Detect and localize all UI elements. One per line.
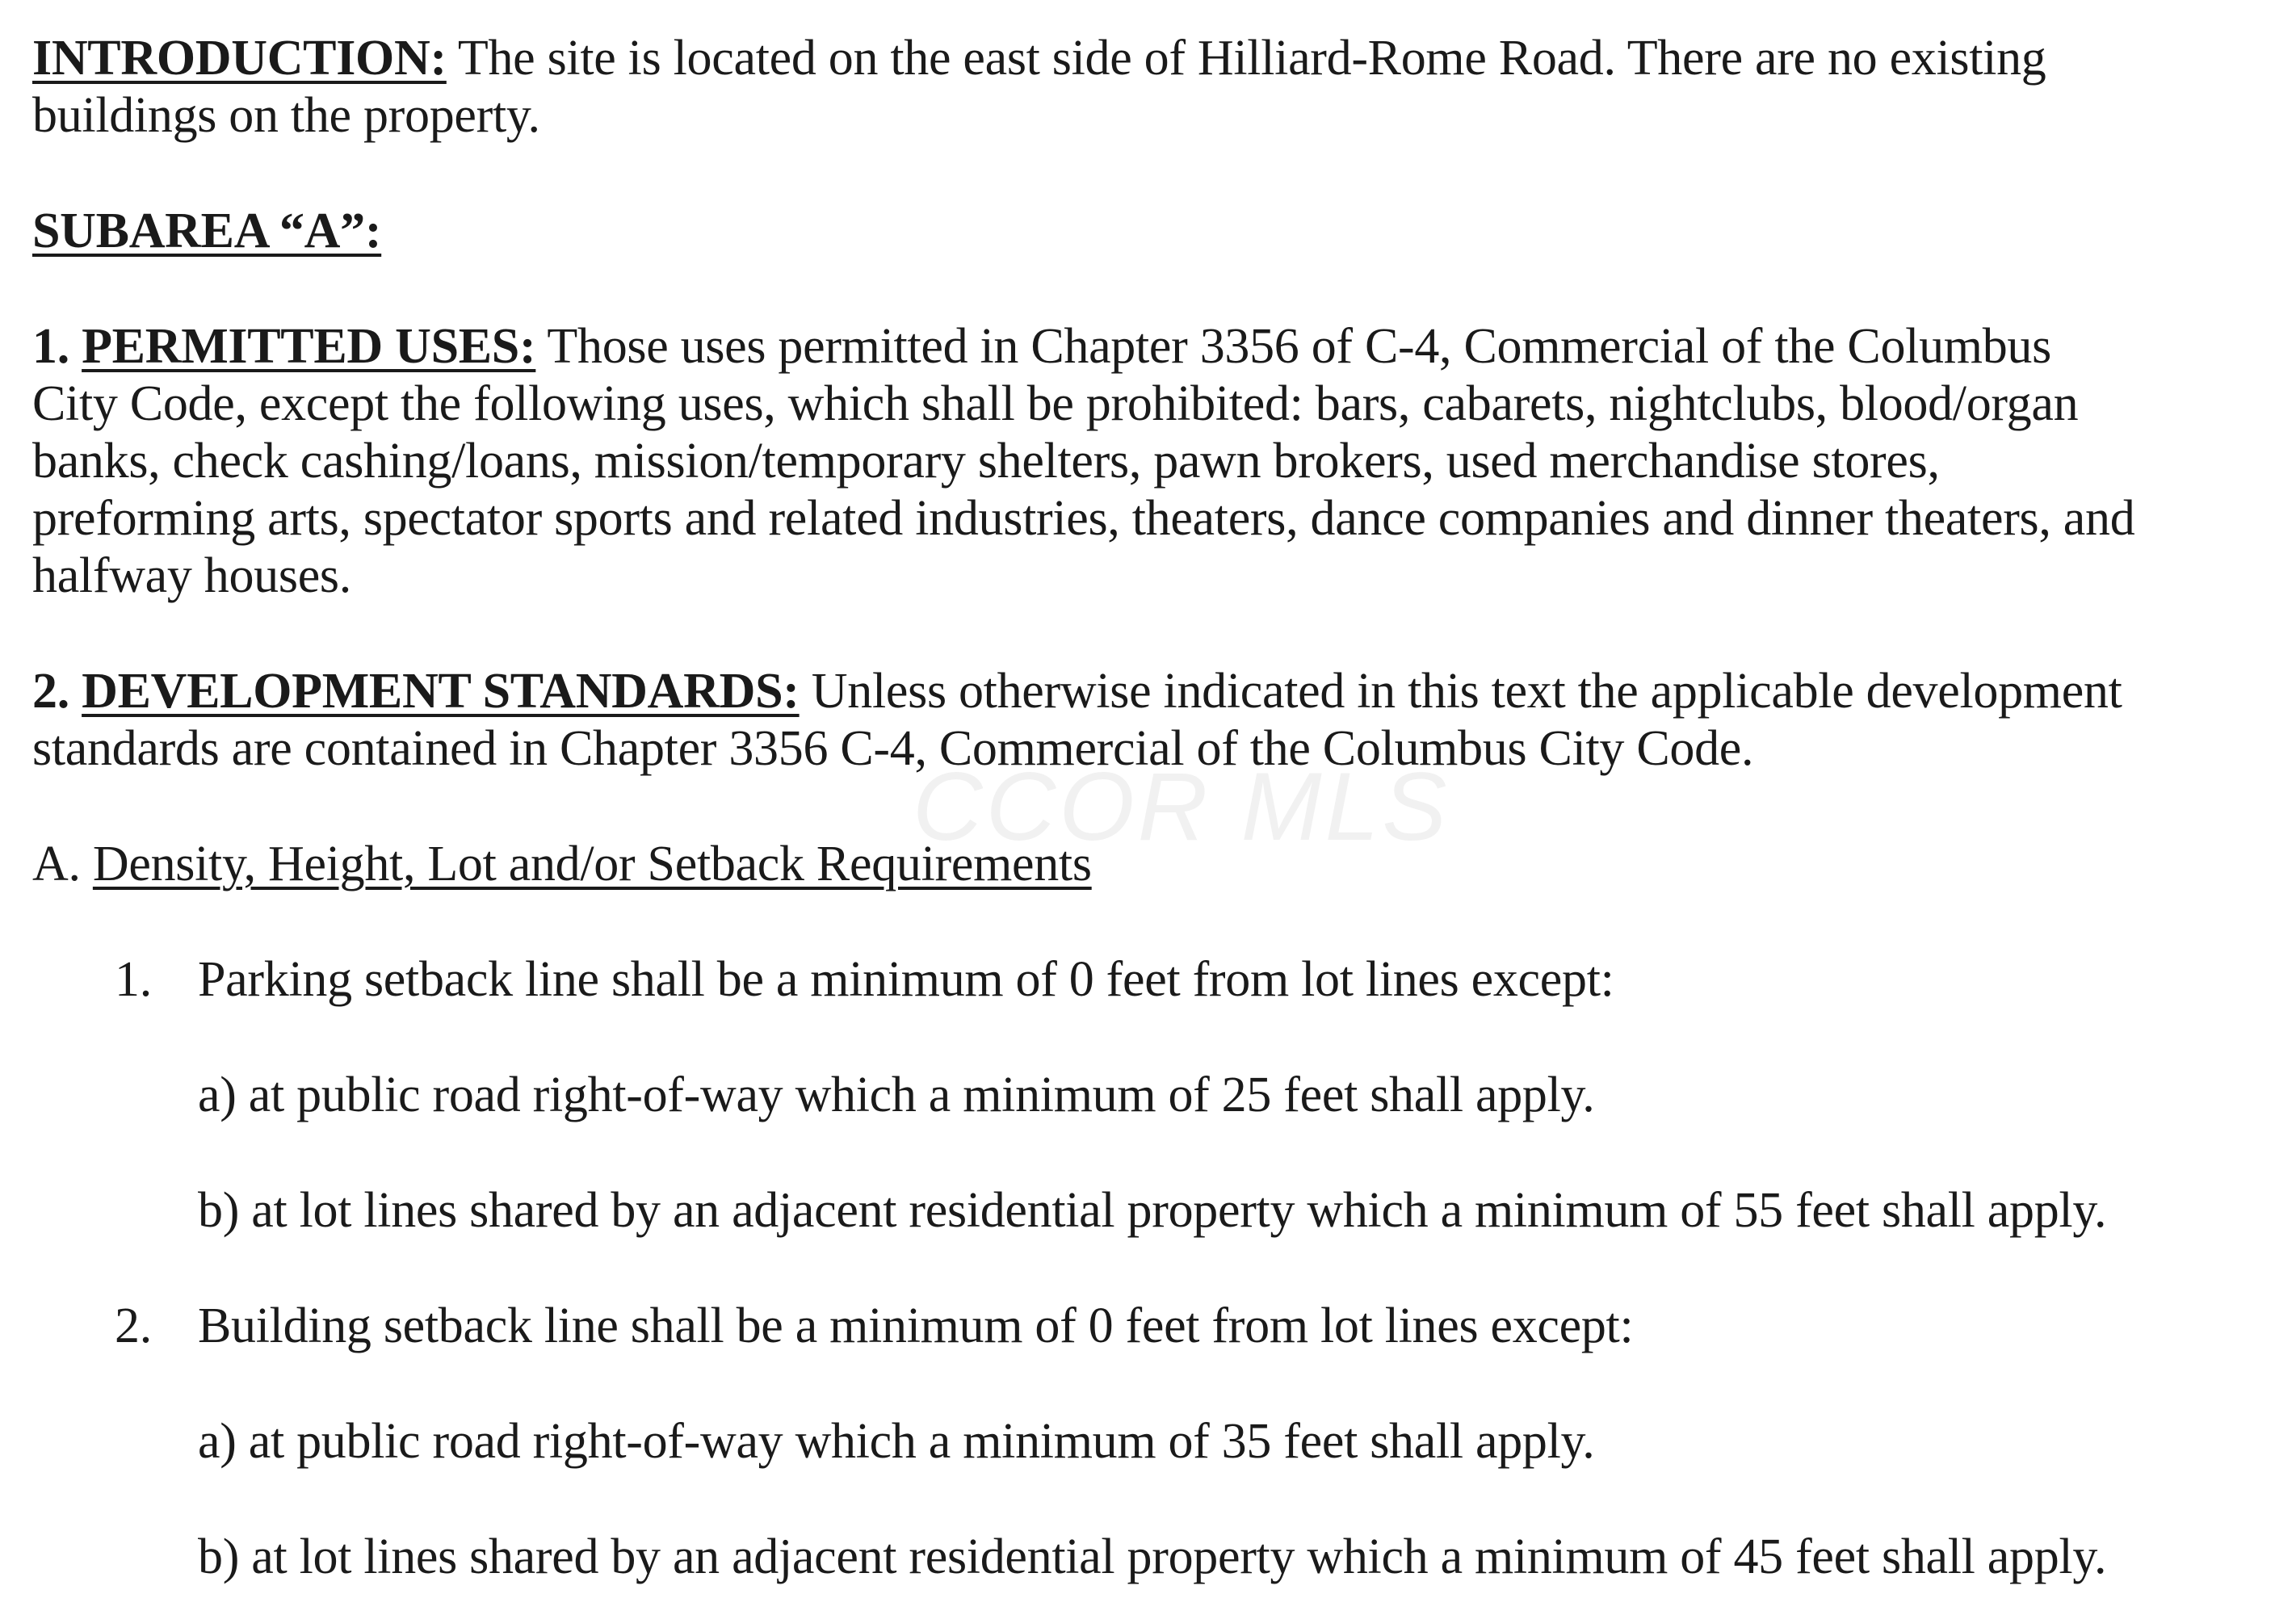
subsection-a-heading — [32, 835, 1092, 893]
subarea-heading: SUBAREA “A”: — [32, 203, 382, 258]
section2-number: 2. — [32, 664, 82, 719]
subsection-a-letter: A. — [32, 837, 93, 891]
item-1-subitem-a: a) at public road right-of-way which a minimum of 25 feet shall apply. — [198, 1068, 1595, 1122]
item-1-number: 1. — [115, 952, 152, 1007]
intro-text-line-2: buildings on the property. — [32, 88, 540, 143]
section2-text-line-1: Unless otherwise indicated in this text the applicable development — [799, 664, 2122, 719]
section2-text-line-2: standards are contained in Chapter 3356 C-4, Commercial of the Columbus City Code. — [32, 721, 1754, 776]
section2-line-1 — [32, 662, 2122, 720]
section1-text-line-5: halfway houses. — [32, 548, 351, 603]
section1-text-line-3: banks, check cashing/loans, mission/temporary shelters, pawn brokers, used merchandise stores, — [32, 434, 1940, 489]
watermark: CCOR MLS — [913, 753, 1450, 861]
section1-text-line-1: Those uses permitted in Chapter 3356 of C-4, Commercial of the Columbus — [535, 319, 2051, 374]
section1-number: 1. — [32, 319, 82, 374]
section1-heading: PERMITTED USES: — [82, 319, 536, 374]
intro-text-line-1: The site is located on the east side of Hilliard-Rome Road. There are no existing — [446, 31, 2046, 86]
intro-paragraph-line-1 — [32, 29, 2046, 87]
section2-heading: DEVELOPMENT STANDARDS: — [82, 664, 800, 719]
subsection-a-title: Density, Height, Lot and/or Setback Requirements — [92, 837, 1092, 891]
intro-heading: INTRODUCTION: — [32, 31, 447, 86]
item-2-text: Building setback line shall be a minimum of 0 feet from lot lines except: — [198, 1298, 1634, 1353]
item-2-subitem-a: a) at public road right-of-way which a minimum of 35 feet shall apply. — [198, 1414, 1595, 1469]
item-2-number: 2. — [115, 1298, 152, 1353]
item-1-text: Parking setback line shall be a minimum of 0 feet from lot lines except: — [198, 952, 1614, 1007]
section1-text-line-2: City Code, except the following uses, which shall be prohibited: bars, cabarets, nightclubs, blood/organ — [32, 376, 2079, 431]
section1-text-line-4: preforming arts, spectator sports and related industries, theaters, dance companies and dinner theaters, and — [32, 491, 2135, 546]
item-1-subitem-b: b) at lot lines shared by an adjacent residential property which a minimum of 55 feet shall apply. — [198, 1183, 2107, 1238]
item-2-subitem-b: b) at lot lines shared by an adjacent residential property which a minimum of 45 feet shall apply. — [198, 1529, 2107, 1584]
section1-line-1 — [32, 317, 2051, 375]
